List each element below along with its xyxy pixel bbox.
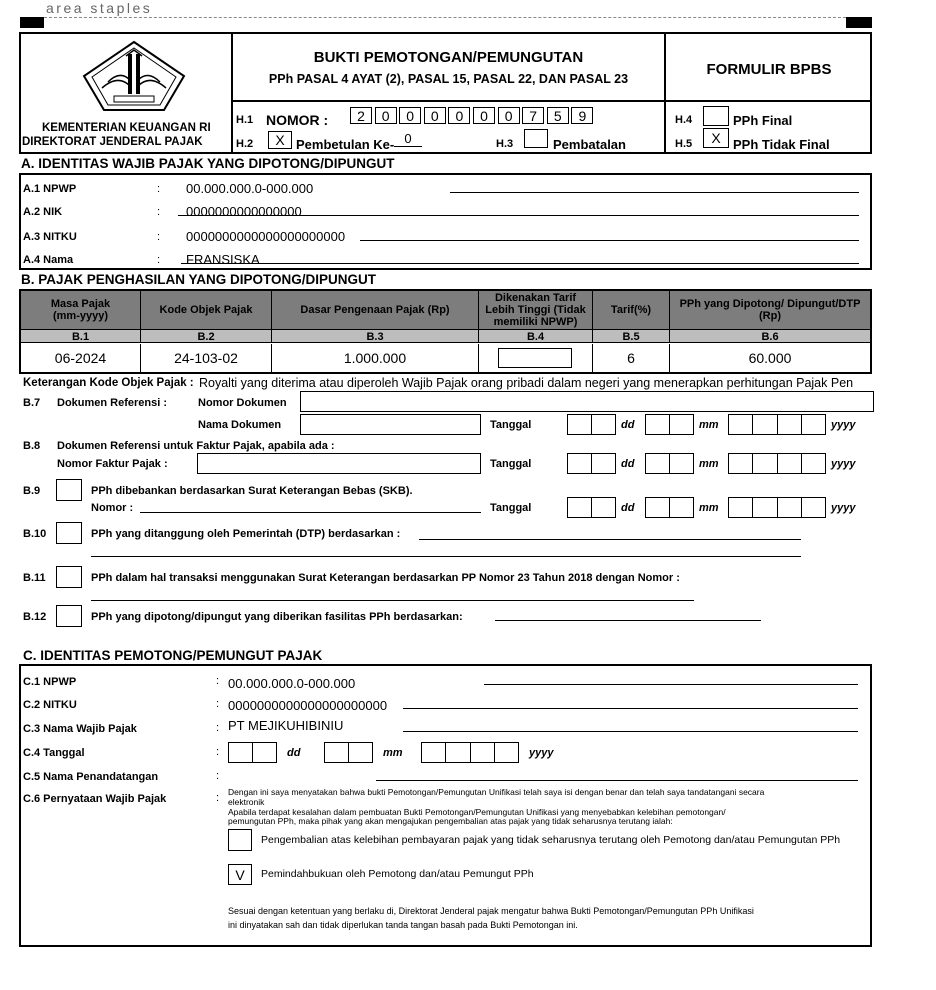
keterangan-value: Royalti yang diterima atau diperoleh Wajib Pajak orang pribadi dalam negeri yang menerapkan perhitungan Pajak Pen (199, 376, 854, 390)
h3-label: Pembatalan (553, 137, 626, 152)
tax-table-cell: 60.000 (748, 350, 792, 366)
b8-nomor-input[interactable] (197, 453, 481, 474)
date-digit[interactable] (568, 498, 592, 517)
date-digit[interactable] (592, 498, 615, 517)
c2-line[interactable] (403, 708, 858, 709)
option-transfer-label: Pemindahbukuan oleh Pemotong dan/atau Pemungut PPh (261, 868, 534, 880)
c1-label: C.1 NPWP (23, 676, 77, 688)
b11-code: B.11 (23, 572, 46, 584)
b7-label: Dokumen Referensi : (57, 397, 168, 409)
b8-code: B.8 (23, 440, 41, 452)
date-digit[interactable] (568, 415, 592, 434)
date-digit[interactable] (778, 454, 802, 473)
h5-checkbox[interactable]: X (703, 128, 729, 148)
date-digit[interactable] (778, 415, 802, 434)
ministry-name: KEMENTERIAN KEUANGAN RI (42, 122, 211, 134)
b12-code: B.12 (23, 611, 47, 623)
date-digit[interactable] (592, 454, 615, 473)
section-a-value: 0000000000000000000000 (186, 229, 346, 244)
b9-nomor-line[interactable] (140, 512, 481, 513)
b11-checkbox[interactable] (56, 566, 82, 588)
option-refund-label: Pengembalian atas kelebihan pembayaran pajak yang tidak seharusnya terutang oleh Pemotong dan/atau Pemungutan PPh (261, 834, 841, 846)
tax-table-code: B.1 (21, 329, 141, 343)
b7-nama-label: Nama Dokumen (198, 419, 282, 431)
tax-table-header: Dikenakan Tarif Lebih Tinggi (Tidak memiliki NPWP) (479, 291, 593, 329)
form-title: BUKTI PEMOTONGAN/PEMUNGUTAN (313, 49, 584, 66)
date-digit[interactable] (753, 415, 777, 434)
h4-code: H.4 (675, 114, 693, 126)
tax-table-header: PPh yang Dipotong/ Dipungut/DTP (Rp) (670, 291, 870, 329)
h4-checkbox[interactable] (703, 106, 729, 126)
c1-value: 00.000.000.0-000.000 (228, 676, 356, 691)
b10-code: B.10 (23, 528, 47, 540)
tax-table-header: Tarif(%) (593, 291, 670, 329)
date-yyyy-box[interactable] (728, 497, 826, 518)
tanggal-label: Tanggal (490, 419, 532, 431)
nomor-digit-box[interactable]: 0 (375, 107, 397, 124)
b9-nomor-label: Nomor : (91, 502, 134, 514)
tax-table-header: Kode Objek Pajak (141, 291, 272, 329)
date-digit[interactable] (802, 454, 825, 473)
dd-label: dd (621, 458, 635, 470)
b8-nomor-label: Nomor Faktur Pajak : (57, 458, 168, 470)
date-yyyy-box[interactable] (728, 453, 826, 474)
c4-mm-label: mm (383, 747, 403, 759)
date-yyyy-box[interactable] (728, 414, 826, 435)
mm-label: mm (699, 419, 719, 431)
date-mm-box[interactable] (645, 453, 694, 474)
section-c-box (19, 664, 872, 947)
mm-label: mm (699, 458, 719, 470)
staples-label: area staples (46, 0, 153, 16)
section-a-box (19, 173, 872, 270)
date-digit[interactable] (670, 454, 693, 473)
nomor-digit-box[interactable]: 2 (350, 107, 372, 124)
c4-yyyy-label: yyyy (529, 747, 554, 759)
b9-code: B.9 (23, 485, 41, 497)
tax-table-code: B.3 (272, 329, 479, 343)
section-a-title: A. IDENTITAS WAJIB PAJAK YANG DIPOTONG/DIPUNGUT (21, 156, 395, 171)
c2-colon: : (216, 698, 220, 710)
date-digit[interactable] (802, 498, 825, 517)
h3-code: H.3 (496, 138, 514, 150)
c6-colon: : (216, 792, 220, 804)
h1-code: H.1 (236, 114, 254, 126)
c3-value: PT MEJIKUHIBINIU (228, 718, 344, 733)
section-a-code: A.4 Nama (23, 254, 74, 266)
date-dd-box[interactable] (567, 414, 616, 435)
tax-table-code: B.6 (670, 329, 870, 343)
b11-line[interactable] (91, 600, 694, 601)
statement-line-1: Dengan ini saya menyatakan bahwa bukti Pemotongan/Pemungutan Unifikasi telah saya isi dengan benar dan telah saya tandatangani secara (228, 787, 765, 797)
date-digit[interactable] (646, 454, 670, 473)
h3-checkbox[interactable] (524, 129, 548, 148)
section-a-colon: : (157, 206, 161, 218)
staple-dashed-line (44, 17, 846, 18)
section-a-colon: : (157, 254, 161, 266)
c2-value: 0000000000000000000000 (228, 698, 388, 713)
c6-label: C.6 Pernyataan Wajib Pajak (23, 793, 167, 805)
c5-line[interactable] (376, 780, 858, 781)
form-code-name: FORMULIR BPBS (706, 61, 832, 78)
nomor-digit-box[interactable]: 0 (473, 107, 495, 124)
date-digit[interactable] (753, 498, 777, 517)
yyyy-label: yyyy (831, 419, 856, 431)
section-a-line[interactable] (450, 192, 859, 193)
b12-checkbox[interactable] (56, 605, 82, 627)
c3-label: C.3 Nama Wajib Pajak (23, 723, 137, 735)
date-digit[interactable] (592, 415, 615, 434)
form-subtitle: PPh PASAL 4 AYAT (2), PASAL 15, PASAL 22, DAN PASAL 23 (268, 72, 629, 86)
tax-table-header: Masa Pajak (mm-yyyy) (21, 291, 141, 329)
c2-label: C.2 NITKU (23, 699, 77, 711)
yyyy-label: yyyy (831, 458, 856, 470)
tax-table-code: B.4 (479, 329, 593, 343)
dd-label: dd (621, 502, 635, 514)
nomor-digit-box[interactable]: 5 (547, 107, 569, 124)
higher-rate-checkbox[interactable] (498, 348, 572, 368)
date-dd-box[interactable] (567, 497, 616, 518)
c4-dd-label: dd (287, 747, 301, 759)
b12-label: PPh yang dipotong/dipungut yang diberikan fasilitas PPh berdasarkan: (91, 611, 463, 623)
section-c-title: C. IDENTITAS PEMOTONG/PEMUNGUT PAJAK (23, 648, 323, 663)
tanggal-label: Tanggal (490, 502, 532, 514)
tax-table-cell: 1.000.000 (272, 344, 479, 372)
c5-colon: : (216, 770, 220, 782)
b7-nomor-input[interactable] (300, 391, 874, 412)
date-digit[interactable] (646, 415, 670, 434)
b9-checkbox[interactable] (56, 479, 82, 501)
nomor-digit-box[interactable]: 7 (522, 107, 544, 124)
tax-table-code: B.5 (593, 329, 670, 343)
b10-line-2[interactable] (91, 556, 801, 557)
statement-line-1b: elektronik (228, 797, 265, 807)
ministry-logo (80, 40, 188, 112)
section-a-value: FRANSISKA (186, 252, 260, 267)
b7-nama-input[interactable] (300, 414, 481, 435)
date-digit[interactable] (568, 454, 592, 473)
b12-line[interactable] (495, 620, 761, 621)
section-a-code: A.2 NIK (23, 206, 63, 218)
directorate-name: DIREKTORAT JENDERAL PAJAK (22, 136, 203, 148)
date-digit[interactable] (729, 454, 753, 473)
date-digit[interactable] (729, 415, 753, 434)
staple-bar-right (846, 17, 872, 28)
nomor-digit-box[interactable]: 0 (424, 107, 446, 124)
section-a-line[interactable] (181, 263, 859, 264)
h2-value[interactable]: 0 (394, 132, 422, 147)
tax-table-code: B.2 (141, 329, 272, 343)
date-dd-box[interactable] (567, 453, 616, 474)
nomor-digit-box[interactable]: 0 (448, 107, 470, 124)
b7-nomor-label: Nomor Dokumen (198, 397, 287, 409)
tax-table-cell: 24-103-02 (141, 344, 272, 372)
option-transfer-checkbox[interactable]: V (228, 864, 252, 885)
c5-label: C.5 Nama Penandatangan (23, 771, 159, 783)
section-a-value: 00.000.000.0-000.000 (186, 181, 314, 196)
date-digit[interactable] (753, 454, 777, 473)
h1-label: NOMOR : (266, 112, 329, 128)
h5-code: H.5 (675, 138, 693, 150)
nomor-digit-box[interactable]: 0 (399, 107, 421, 124)
section-a-colon: : (157, 231, 161, 243)
b8-label: Dokumen Referensi untuk Faktur Pajak, apabila ada : (57, 440, 335, 452)
b10-label: PPh yang ditanggung oleh Pemerintah (DTP) berdasarkan : (91, 528, 401, 540)
c1-colon: : (216, 675, 220, 687)
b9-label: PPh dibebankan berdasarkan Surat Keterangan Bebas (SKB). (91, 485, 413, 497)
c4-colon: : (216, 746, 220, 758)
footer-line-2: ini dinyatakan sah dan tidak diperlukan tanda tangan basah pada Bukti Pemotongan ini. (228, 920, 578, 930)
c1-line[interactable] (484, 684, 858, 685)
date-mm-box[interactable] (645, 414, 694, 435)
h2-code: H.2 (236, 138, 254, 150)
section-a-colon: : (157, 183, 161, 195)
staple-bar-left (20, 17, 44, 28)
tax-table-cell (479, 344, 593, 372)
section-a-value: 0000000000000000 (186, 204, 302, 219)
option-refund-checkbox[interactable] (228, 829, 252, 851)
b11-label: PPh dalam hal transaksi menggunakan Surat Keterangan berdasarkan PP Nomor 23 Tahun 2018 dengan Nomor : (91, 572, 680, 584)
b10-line-1[interactable] (419, 539, 801, 540)
b10-checkbox[interactable] (56, 522, 82, 544)
tax-table-cell: 6 (593, 344, 670, 372)
date-mm-box[interactable] (645, 497, 694, 518)
nomor-digit-box[interactable]: 0 (498, 107, 520, 124)
footer-line-1: Sesuai dengan ketentuan yang berlaku di, Direktorat Jenderal pajak mengatur bahwa Bukti Pemotongan/Pemungutan PPh Unifikasi (228, 906, 754, 916)
h5-label: PPh Tidak Final (733, 137, 830, 152)
h2-label: Pembetulan Ke- (296, 137, 395, 152)
c3-line[interactable] (403, 731, 858, 732)
tax-table-header: Dasar Pengenaan Pajak (Rp) (272, 291, 479, 329)
date-digit[interactable] (802, 415, 825, 434)
keterangan-label: Keterangan Kode Objek Pajak : (23, 377, 194, 389)
section-a-code: A.1 NPWP (23, 183, 77, 195)
section-a-code: A.3 NITKU (23, 231, 77, 243)
date-digit[interactable] (646, 498, 670, 517)
tax-table-cell: 06-2024 (21, 344, 141, 372)
yyyy-label: yyyy (831, 502, 856, 514)
section-b-title: B. PAJAK PENGHASILAN YANG DIPOTONG/DIPUNGUT (21, 272, 377, 287)
nomor-digit-box[interactable]: 9 (571, 107, 593, 124)
section-a-line[interactable] (178, 215, 859, 216)
dd-label: dd (621, 419, 635, 431)
c4-label: C.4 Tanggal (23, 747, 85, 759)
mm-label: mm (699, 502, 719, 514)
date-digit[interactable] (670, 498, 693, 517)
b7-code: B.7 (23, 397, 41, 409)
h4-label: PPh Final (733, 113, 793, 128)
section-a-line[interactable] (360, 240, 859, 241)
statement-line-2b: pemungutan PPh, maka pihak yang akan mengajukan pengembalian atas pajak yang tidak seharusnya terutang ialah: (228, 816, 673, 826)
date-digit[interactable] (778, 498, 802, 517)
date-digit[interactable] (670, 415, 693, 434)
h2-checkbox[interactable]: X (268, 131, 292, 149)
c3-colon: : (216, 722, 220, 734)
date-digit[interactable] (729, 498, 753, 517)
statement-line-2: Apabila terdapat kesalahan dalam pembuatan Bukti Pemotongan/Pemungutan Unifikasi yang menyebabkan kelebihan pemotongan/ (228, 807, 726, 817)
tanggal-label: Tanggal (490, 458, 532, 470)
